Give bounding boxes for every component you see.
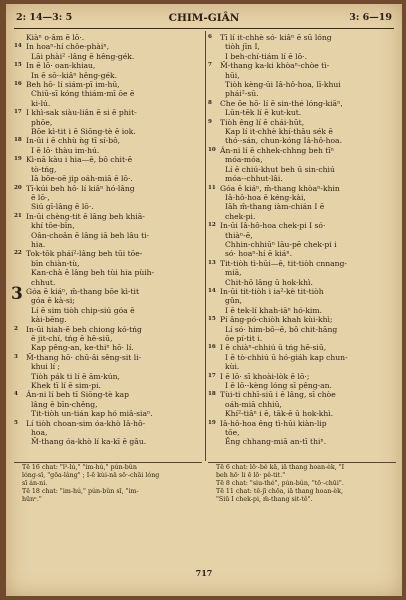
- verse-text: Án-ni lí ē chhek-chhng beh tīⁿ: [220, 145, 335, 155]
- verse-line: [14, 193, 204, 202]
- verse-text: Lí ē sim tiòh chip-siú góa ē: [31, 305, 135, 315]
- verse-text: Oân-choân ē lâng iā beh lâu ti-: [31, 230, 150, 240]
- verse-text: Tok-tōk phái²-lâng beh tūi tōe-: [26, 249, 143, 259]
- verse-line: [208, 259, 398, 268]
- verse-text: Che ōe hō· lí ē sin-thé lóng-kiāⁿ,: [220, 98, 343, 108]
- verse-text: Iāh m̄-thang iàm-chián I ē: [225, 202, 325, 212]
- verse-text: Tī-kúi beh hō· lí kiâⁿ hó-lâng: [26, 183, 135, 193]
- verse-line: [208, 287, 398, 296]
- verse-number: 18: [14, 137, 22, 144]
- right-text-column: [208, 33, 398, 447]
- footnote-line: Tē 11 chat: tē-jī chōa, iā thang hoan-èk,: [216, 488, 343, 495]
- verse-text: tōe,: [225, 428, 240, 438]
- footnote-line: hūnⁿ.": [22, 496, 42, 503]
- verse-text: Kap lí it-chhè khí-thâu sék ē: [225, 127, 333, 137]
- verse-line: [208, 353, 398, 362]
- verse-text: Lūn-tēk lí ē kut-kut.: [225, 108, 302, 118]
- verse-line: [208, 136, 398, 145]
- header-left-reference: 2: 14—3: 5: [16, 12, 73, 23]
- verse-number: 16: [14, 81, 22, 88]
- verse-text: Chiū-sī kóng thiám-mī ōe ē: [31, 89, 135, 99]
- verse-number: 2: [14, 325, 18, 332]
- verse-text: kùi.: [225, 362, 240, 372]
- verse-number: 12: [208, 222, 216, 229]
- verse-text: M̄-thang hō· chū-âi sêng-sit li-: [26, 352, 142, 362]
- verse-number: 8: [208, 99, 212, 106]
- verse-line: [208, 52, 398, 61]
- verse-text: Tit-tiòh un-tián kap hó miâ-siaⁿ.: [31, 409, 153, 419]
- footnote-line: Tē 16 chat: "ī²-lú," "im-hú," pún-bûn: [22, 464, 137, 471]
- verse-text: Lāi phài² -lâng ē hêng-gék.: [31, 51, 135, 61]
- verse-line: [14, 325, 204, 334]
- verse-text: tiòh jīn I,: [225, 42, 260, 52]
- footnotes-left: [14, 464, 204, 504]
- verse-text: In ē lō· oan-khiau,: [26, 61, 96, 71]
- verse-line: [208, 419, 398, 428]
- verse-text: In-ūi tit-tiòh i ia²-kè tit-tiòh: [220, 286, 324, 296]
- verse-number: 15: [14, 62, 22, 69]
- verse-text: móa-móa,: [225, 155, 263, 165]
- verse-line: [14, 212, 204, 221]
- verse-text: Iâ-hô-hoa êng tì-hūi kiàn-lip: [220, 418, 327, 428]
- verse-line: [208, 268, 398, 277]
- verse-text: ē jit-chí, tńg ē hē-siū,: [31, 334, 113, 343]
- footnote-line: Tē 18 chat: "im-hú," pún-bûn sī, "im-: [22, 488, 139, 495]
- verse-line: [208, 193, 398, 202]
- verse-text: I ē lō· sī khoài-lòk ē lō·;: [220, 371, 310, 381]
- verse-number: 18: [208, 391, 216, 398]
- verse-line: [14, 400, 204, 409]
- verse-line: [14, 372, 204, 381]
- verse-text: Chit-hō lâng ū hok-khì.: [225, 277, 313, 287]
- verse-line: [208, 33, 398, 42]
- left-text-column: [11, 33, 204, 447]
- verse-line: [208, 249, 398, 258]
- verse-line: [14, 71, 204, 80]
- header-book-title: CHIM-GIÂN: [168, 12, 240, 24]
- verse-line: [208, 390, 398, 399]
- bible-page: [6, 4, 402, 596]
- verse-number: 13: [208, 259, 216, 266]
- verse-line: [208, 212, 398, 221]
- verse-line: [14, 268, 204, 277]
- verse-number: 20: [14, 184, 22, 191]
- verse-text: hoa,: [31, 428, 48, 438]
- verse-text: chhut.: [31, 277, 56, 287]
- column-divider: [205, 31, 206, 461]
- verse-line: [14, 136, 204, 145]
- footnote-rule-right: [208, 462, 396, 463]
- verse-line: [14, 61, 204, 70]
- verse-text: Lí tiòh choan-sim óa-khò Iâ-hô-: [26, 418, 146, 428]
- verse-line: [208, 428, 398, 437]
- verse-text: Siú gī-lâng ē lō·.: [31, 202, 94, 212]
- verse-line: [208, 89, 398, 98]
- verse-text: khí tōe-bīn,: [31, 221, 75, 231]
- verse-line: [208, 61, 398, 70]
- page-number: 717: [195, 568, 213, 578]
- verse-line: [208, 71, 398, 80]
- footnote-rule-left: [14, 462, 202, 463]
- verse-text: tò-tńg,: [31, 164, 57, 174]
- footnote-line: lóng-sī, "gōa-lâng" ; I-ē kùi-nā sō·-chāi lóng: [22, 472, 160, 479]
- verse-number: 15: [208, 316, 216, 323]
- verse-line: [14, 108, 204, 117]
- verse-text: In hoaⁿ-hí chôe-phàiⁿ,: [26, 42, 110, 52]
- verse-line: [208, 278, 398, 287]
- chapter-number: 3: [11, 283, 23, 304]
- verse-number: 22: [14, 250, 22, 257]
- verse-text: hūi,: [225, 70, 240, 80]
- verse-line: [208, 174, 398, 183]
- verse-text: I khì-sak siàu-liân ē si ē phit-: [26, 108, 137, 118]
- verse-line: [208, 306, 398, 315]
- verse-text: thiàⁿ-ē,: [225, 230, 253, 240]
- verse-text: Pí âng-pó-chiòh khah kùi-khì;: [220, 315, 333, 325]
- verse-text: In-ūi chèng-tit ē lâng beh khiā-: [26, 211, 145, 221]
- verse-number: 11: [208, 184, 216, 191]
- verse-line: [208, 108, 398, 117]
- verse-text: M̄-thang óa-khò lí ka-kī ē gâu.: [31, 437, 147, 447]
- verse-number: 16: [208, 344, 216, 351]
- verse-number: 4: [14, 391, 18, 398]
- verse-line: [208, 400, 398, 409]
- verse-line: [14, 296, 204, 305]
- verse-text: Beh hō· lí siám-pī im-hū,: [26, 80, 120, 90]
- verse-text: thó·-sán, chun-kóng Iâ-hô-hoa.: [225, 136, 342, 146]
- verse-line: [208, 362, 398, 371]
- verse-line: [14, 409, 204, 418]
- verse-text: I ē tò-chhiú ū hó-giáh kap chun-: [225, 352, 348, 362]
- verse-line: [208, 343, 398, 352]
- verse-line: [14, 52, 204, 61]
- footnote-line: Tē 6 chat: lō·-bê kā, iā thang hoan-èk, "I: [216, 464, 345, 471]
- verse-text: phōe,: [31, 117, 53, 127]
- verse-number: 14: [14, 43, 22, 50]
- verse-text: In-ūi hiah-ē beh chiong kó-tńg: [26, 324, 142, 334]
- verse-text: Tiòh kèng-ūi Iâ-hô-hoa, lī-khui: [225, 80, 341, 90]
- verse-text: Lí ē chiú-khut beh ū sin-chiú: [225, 164, 335, 174]
- verse-text: Êng chhang-miā an-tī thiⁿ.: [225, 437, 327, 447]
- verse-text: I ē lō·-kèng lóng sī pêng-an.: [225, 381, 332, 391]
- verse-text: chek-pi.: [225, 211, 256, 221]
- verse-text: I ē tek-lí khah-iāⁿ hó-kim.: [225, 305, 322, 315]
- verse-line: [208, 99, 398, 108]
- verse-line: [14, 343, 204, 352]
- footnotes-right: [208, 464, 398, 504]
- verse-line: [14, 362, 204, 371]
- verse-line: [14, 381, 204, 390]
- verse-line: [14, 259, 204, 268]
- verse-line: [14, 221, 204, 230]
- verse-text: khui lí ;: [31, 362, 61, 372]
- verse-number: 10: [208, 146, 216, 153]
- verse-line: [14, 278, 204, 287]
- verse-line: [208, 165, 398, 174]
- verse-text: In-ūi i ē chhù ǹg tī sí-bô,: [26, 136, 121, 146]
- verse-line: [208, 221, 398, 230]
- verse-line: [208, 42, 398, 51]
- verse-number: 9: [208, 118, 212, 125]
- verse-line: [208, 437, 398, 446]
- header-rule: [14, 28, 394, 29]
- verse-line: [14, 390, 204, 399]
- verse-line: [14, 118, 204, 127]
- verse-line: [14, 174, 204, 183]
- verse-line: [208, 80, 398, 89]
- verse-line: [208, 372, 398, 381]
- verse-text: móa--chhut-lâi.: [225, 174, 283, 184]
- verse-line: [14, 155, 204, 164]
- verse-line: [14, 127, 204, 136]
- verse-number: 19: [14, 156, 22, 163]
- verse-number: 5: [14, 419, 18, 426]
- verse-line: [208, 315, 398, 324]
- verse-text: lâng ē bīn-chêng,: [31, 399, 98, 409]
- running-header: [16, 12, 392, 28]
- verse-line: [14, 165, 204, 174]
- verse-text: Tiòh êng lí ē chái-hūt,: [220, 117, 305, 127]
- verse-text: Chhin-chhiūⁿ lāu-pē chek-pi i: [225, 239, 337, 249]
- verse-text: Góa ē kiáⁿ, m̄-thang bōe kì-tit: [26, 286, 140, 296]
- verse-text: Bōe kì-tit i ē Siōng-tè ē iok.: [31, 127, 136, 137]
- verse-line: [208, 118, 398, 127]
- verse-text: hia.: [31, 239, 46, 249]
- verse-line: [208, 184, 398, 193]
- verse-number: 19: [208, 419, 216, 426]
- verse-text: kài-bēng.: [31, 315, 67, 325]
- verse-text: Khí²-tiâⁿ i ē, tāk-ē ū hok-khì.: [225, 409, 334, 419]
- verse-line: [14, 419, 204, 428]
- verse-line: [14, 249, 204, 258]
- verse-text: oáh-miā chhiū,: [225, 399, 282, 409]
- verse-text: Kan-chà ē lâng beh tùi hia pùih-: [31, 268, 155, 278]
- verse-line: [14, 99, 204, 108]
- verse-text: Kì-nā kàu i hia—ē, bô chit-ē: [26, 155, 133, 165]
- verse-line: [14, 42, 204, 51]
- verse-number: 17: [14, 109, 22, 116]
- verse-line: [14, 306, 204, 315]
- footnote-line: "Siū I chek-pi, m̄-thang sit-tê".: [216, 496, 313, 503]
- verse-text: Kap pêng-an, ke-thiⁿ hō· lí.: [31, 343, 134, 353]
- verse-line: [208, 202, 398, 211]
- verse-text: Tiòh pák ti lí ē ām-kún,: [31, 371, 120, 381]
- verse-text: bīn chiàn-tù,: [31, 258, 80, 268]
- verse-text: M̄-thang ka-ki khòaⁿ-chòe tì-: [220, 61, 330, 71]
- verse-line: [208, 146, 398, 155]
- verse-line: [208, 381, 398, 390]
- verse-line: [208, 155, 398, 164]
- verse-text: I ē chiàⁿ-chhiú ū tńg hē-siū,: [220, 343, 327, 353]
- verse-line: [208, 240, 398, 249]
- verse-line: [14, 202, 204, 211]
- verse-text: Kiàⁿ o·âm ē lō·.: [26, 33, 85, 42]
- verse-line: [208, 231, 398, 240]
- verse-number: 7: [208, 62, 212, 69]
- verse-text: ōe pí-tit i.: [225, 334, 263, 343]
- verse-line: [208, 325, 398, 334]
- verse-text: In ē sō·-kiâⁿ hêng-gék.: [31, 70, 117, 80]
- verse-line: [14, 89, 204, 98]
- verse-text: Tùi-ti chhī-siū i ē lâng, sī chòe: [220, 390, 336, 400]
- footnote-line: sī án-ni.: [22, 480, 48, 487]
- footnote-line: beh hō· li ē lō· pê-tit.": [216, 472, 286, 479]
- verse-line: [14, 315, 204, 324]
- verse-text: I ē lō· thàu im-hú.: [31, 145, 100, 155]
- verse-text: Án-ni lí beh tī Siōng-tè kap: [26, 390, 129, 400]
- verse-line: [14, 437, 204, 446]
- verse-line: [14, 353, 204, 362]
- verse-text: miā,: [225, 268, 242, 278]
- verse-line: [14, 146, 204, 155]
- verse-text: Khek tī lí ē sim-pi.: [31, 381, 101, 391]
- verse-number: 14: [208, 287, 216, 294]
- verse-line: [14, 33, 204, 42]
- verse-line: [208, 334, 398, 343]
- verse-line: [14, 184, 204, 193]
- verse-line: [14, 240, 204, 249]
- verse-text: Tit-tiòh tì-hūi—ē, tit-tiòh cnnang-: [220, 258, 347, 268]
- verse-number: 3: [14, 353, 18, 360]
- verse-text: ē lō·,: [31, 192, 50, 202]
- verse-number: 6: [208, 34, 212, 40]
- verse-line: [208, 127, 398, 136]
- verse-line: [14, 80, 204, 89]
- verse-text: Tī lí it-chhè só· kiâⁿ ē sū lóng: [220, 33, 332, 42]
- verse-text: In-ūi Iâ-hô-hoa chek-pi I só·: [220, 221, 326, 231]
- verse-text: I beh-chí-tiám lí ē lō·.: [225, 51, 307, 61]
- verse-line: [208, 296, 398, 305]
- verse-text: Iā bōe-oē jip oáh-miā ē lō·.: [31, 174, 133, 184]
- verse-text: ki-lú.: [31, 98, 51, 108]
- verse-number: 17: [208, 372, 216, 379]
- verse-text: Lí só· him-bō·-ē, bô chit-hāng: [225, 324, 338, 334]
- verse-text: phái²-sū.: [225, 89, 259, 99]
- verse-text: gûn,: [225, 296, 243, 306]
- verse-line: [14, 231, 204, 240]
- verse-text: só· hoaⁿ-hí ē kiáⁿ.: [225, 249, 293, 259]
- verse-line: [208, 409, 398, 418]
- header-right-reference: 3: 6—19: [349, 12, 392, 23]
- verse-text: góa ē kà-si;: [31, 296, 75, 306]
- verse-text: Iâ-hô-hoa ē kéng-kài,: [225, 192, 306, 202]
- footnote-line: Tē 8 chat: "siu-thé", pún-bûn, "tō·-chūi".: [216, 480, 344, 487]
- verse-line: [14, 334, 204, 343]
- verse-number: 21: [14, 212, 22, 219]
- verse-text: Góa ē kiáⁿ, m̄-thang khòaⁿ-khin: [220, 183, 340, 193]
